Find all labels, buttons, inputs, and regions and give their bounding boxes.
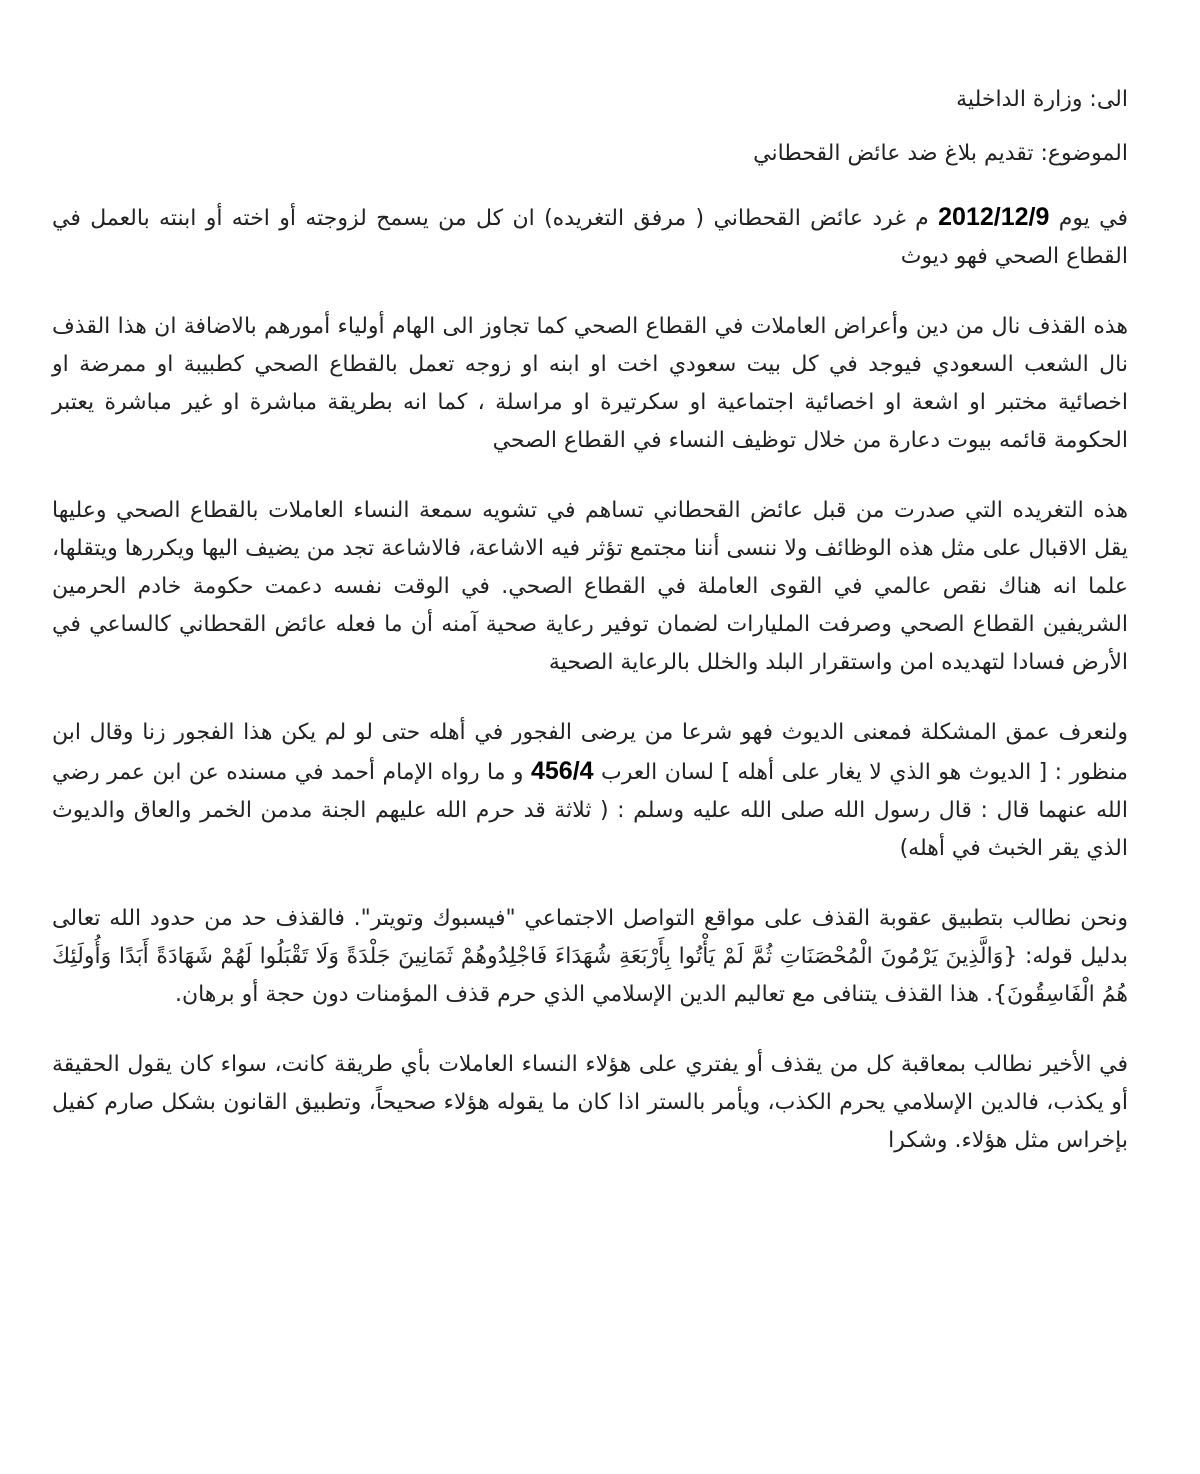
paragraph-demand: ونحن نطالب بتطبيق عقوبة القذف على مواقع التواصل الاجتماعي "فيسبوك وتويتر". فالقذف حد من حدود الله تعالى بدليل قوله: {وَالَّذِينَ يَرْمُونَ الْمُحْصَنَاتِ ثُمَّ لَمْ يَأْتُوا بِأَرْبَعَةِ شُهَدَاءَ فَاجْلِدُوهُمْ ثَمَانِينَ جَلْدَةً وَلَا تَقْبَلُوا لَهُمْ شَهَادَةً أَبَدًا وَأُولَئِكَ هُمُ الْفَاسِقُونَ}. هذا القذف يتنافى مع تعاليم الدين الإسلامي الذي حرم قذف المؤمنات دون حجة أو برهان. [52, 906, 1128, 1007]
definition-reference: 456/4 [531, 757, 594, 785]
definition-text: ولنعرف عمق المشكلة فمعنى الديوث فهو شرعا من يرضى الفجور في أهله حتى لو لم يكن هذا الفجور زنا وقال ابن منظور : [ الديوث هو الذي لا يغار على أهله ] لسان العرب [52, 720, 1128, 785]
letter-page [52, 82, 1128, 1192]
recipient-line: الى: وزارة الداخلية [956, 87, 1128, 112]
paragraph-impact: هذه التغريده التي صدرت من قبل عائض القحطاني تساهم في تشويه سمعة النساء العاملات بالقطاع الصحي وعليها يقل الاقبال على مثل هذه الوظائف ولا ننسى أننا مجتمع تؤثر فيه الاشاعة، فالاشاعة تجد من يضيف اليها ويكررها ويتقلها، علما انه هناك نقص عالمي في القوى العاملة في القطاع الصحي. في الوقت نفسه دعمت حكومة خادم الحرمين الشريفين القطاع الصحي وصرفت المليارات لضمان توفير رعاية صحية آمنه أن ما فعله عائض القحطاني كالساعي في الأرض فسادا لتهديده امن واستقرار البلد والخلل بالرعاية الصحية [52, 498, 1128, 675]
incident-text: م غرد عائض القحطاني ( مرفق التغريده) ان كل من يسمح لزوجته أو اخته أو ابنته بالعمل في القطاع الصحي فهو ديوث [52, 206, 1128, 269]
incident-date: 2012/12/9 [938, 203, 1050, 231]
paragraph-definition [52, 714, 1128, 868]
subject-line: الموضوع: تقديم بلاغ ضد عائض القحطاني [753, 141, 1128, 166]
incident-intro: في يوم [1058, 206, 1129, 231]
paragraph-conclusion: في الأخير نطالب بمعاقبة كل من يقذف أو يفتري على هؤلاء النساء العاملات بأي طريقة كانت، سواء كان يقول الحقيقة أو يكذب، فالدين الإسلامي يحرم الكذب، ويأمر بالستر اذا كان ما يقوله هؤلاء صحيحاً، وتطبيق القانون بشكل صارم كفيل بإخراس مثل هؤلاء. وشكرا [52, 1052, 1128, 1153]
hadith-text: و ما رواه الإمام أحمد في مسنده عن ابن عمر رضي الله عنهما قال : قال رسول الله صلى الله عليه وسلم : ( ثلاثة قد حرم الله عليهم الجنة مدمن الخمر والعاق والديوث الذي يقر الخبث في أهله) [52, 760, 1128, 861]
paragraph-incident [52, 198, 1128, 276]
paragraph-harm: هذه القذف نال من دين وأعراض العاملات في القطاع الصحي كما تجاوز الى الهام أولياء أمورهم بالاضافة ان هذا القذف نال الشعب السعودي فيوجد في كل بيت سعودي اخت او ابنه او زوجه تعمل بالقطاع الصحي كطبيبة او ممرضة او اخصائية مختبر او اشعة او اخصائية اجتماعية او سكرتيرة او مراسلة ، كما انه بطريقة مباشرة او غير مباشرة يعتبر الحكومة قائمه بيوت دعارة من خلال توظيف النساء في القطاع الصحي [52, 314, 1128, 453]
